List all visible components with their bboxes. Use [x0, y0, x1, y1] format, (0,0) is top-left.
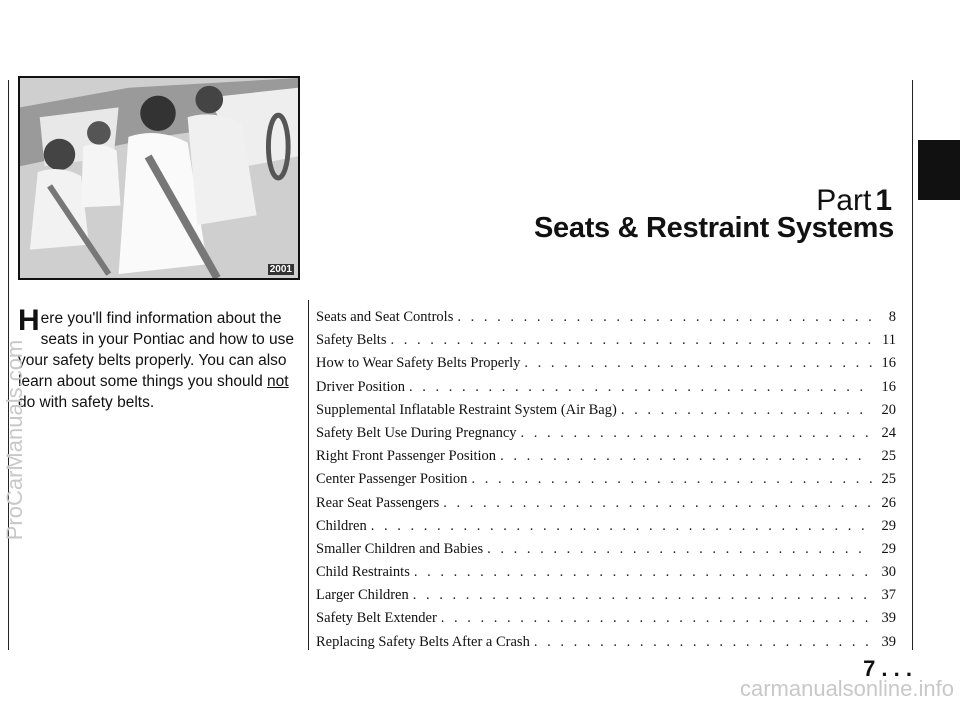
toc-entry[interactable] — [316, 445, 896, 468]
toc-entry-page: 16 — [881, 378, 896, 395]
toc-entry-title: Larger Children — [316, 587, 409, 604]
intro-paragraph — [18, 304, 302, 413]
part-number: 1 — [875, 184, 892, 217]
side-watermark: ProCarManuals.com — [2, 339, 27, 541]
toc-entry-title: Seats and Seat Controls — [316, 309, 454, 325]
page-number: 7 . . . — [863, 656, 912, 681]
toc-dot-leader — [534, 631, 872, 654]
toc-entry[interactable] — [316, 538, 896, 561]
seated-family-illustration — [18, 76, 300, 280]
illustration-drawing — [20, 78, 298, 278]
column-divider-rule — [308, 300, 309, 650]
toc-entry-page: 24 — [881, 424, 896, 441]
toc-dot-leader — [457, 306, 872, 329]
toc-dot-leader — [441, 607, 872, 630]
toc-entry-page: 16 — [881, 355, 896, 372]
toc-entry[interactable] — [316, 631, 896, 654]
toc-entry-page: 29 — [881, 540, 896, 557]
toc-entry-page: 25 — [881, 471, 896, 488]
toc-entry[interactable] — [316, 376, 896, 399]
chapter-title: Seats & Restraint Systems — [534, 212, 894, 244]
toc-entry-page: 11 — [882, 332, 896, 349]
toc-entry-title: Safety Belt Extender — [316, 610, 437, 627]
toc-entry[interactable] — [316, 329, 896, 352]
toc-dot-leader — [521, 422, 872, 445]
toc-entry-title: Safety Belt Use During Pregnancy — [316, 424, 517, 441]
illustration-code: 2001 — [269, 264, 292, 275]
toc-dot-leader — [414, 561, 872, 584]
toc-dot-leader — [413, 584, 872, 607]
toc-entry[interactable] — [316, 352, 896, 375]
intro-text-end: do with safety belts. — [18, 394, 155, 411]
toc-dot-leader — [390, 329, 872, 352]
intro-text-start: ere you'll find information about the seats in your Pontiac and how to use your safety belts properly. You can also learn about some things you should — [18, 310, 294, 390]
toc-entry-title: How to Wear Safety Belts Properly — [316, 355, 521, 372]
toc-dot-leader — [371, 515, 872, 538]
toc-entry-title: Replacing Safety Belts After a Crash — [316, 633, 530, 650]
toc-dot-leader — [443, 492, 872, 515]
toc-dot-leader — [524, 352, 872, 375]
right-margin-rule — [912, 80, 913, 650]
toc-entry-page: 37 — [881, 587, 896, 604]
toc-entry[interactable] — [316, 584, 896, 607]
table-of-contents — [316, 306, 896, 654]
toc-entry-title: Right Front Passenger Position — [316, 448, 497, 465]
toc-entry[interactable] — [316, 515, 896, 538]
toc-entry[interactable] — [316, 468, 896, 491]
intro-emphasis: not — [267, 373, 289, 390]
toc-entry-page: 25 — [881, 448, 896, 465]
toc-entry-title: Center Passenger Position — [316, 471, 468, 488]
part-label: Part — [816, 184, 872, 217]
toc-entry-page: 8 — [888, 309, 896, 325]
toc-entry-page: 20 — [881, 401, 896, 418]
toc-entry[interactable] — [316, 399, 896, 422]
toc-entry-page: 26 — [881, 494, 896, 511]
toc-entry-title: Children — [316, 517, 367, 534]
toc-dot-leader — [621, 399, 872, 422]
toc-entry-page: 39 — [881, 610, 896, 627]
toc-entry[interactable] — [316, 492, 896, 515]
toc-entry[interactable] — [316, 561, 896, 584]
toc-entry-title: Safety Belts — [316, 332, 387, 349]
toc-entry[interactable] — [316, 422, 896, 445]
toc-dot-leader — [500, 445, 872, 468]
toc-entry-page: 30 — [881, 564, 896, 581]
drop-cap: H — [18, 304, 40, 337]
toc-dot-leader — [471, 468, 872, 491]
toc-dot-leader — [487, 538, 872, 561]
bottom-watermark: carmanualsonline.info — [739, 676, 954, 701]
toc-entry-title: Child Restraints — [316, 564, 410, 581]
toc-entry-title: Driver Position — [316, 378, 406, 395]
toc-entry-title: Supplemental Inflatable Restraint System (Air Bag) — [316, 401, 617, 418]
toc-entry[interactable] — [316, 306, 896, 329]
toc-entry[interactable] — [316, 607, 896, 630]
toc-entry-page: 29 — [881, 517, 896, 534]
toc-entry-page: 39 — [881, 633, 896, 650]
section-thumb-tab — [918, 140, 960, 200]
toc-entry-title: Smaller Children and Babies — [316, 540, 484, 557]
toc-dot-leader — [409, 376, 872, 399]
toc-entry-title: Rear Seat Passengers — [316, 494, 440, 511]
